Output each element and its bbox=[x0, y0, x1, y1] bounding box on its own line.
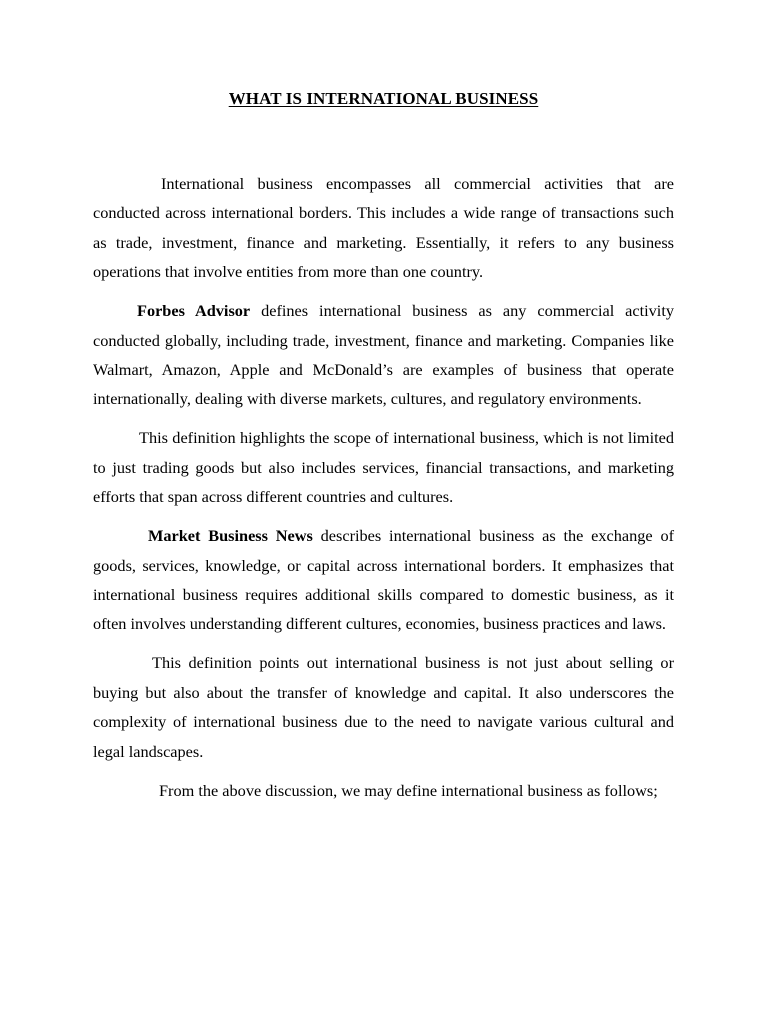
paragraph-market-business-news-text: describes international business as the exchange of goods, services, knowledge, or capital across international borders. It emphasizes that international business requires additional skills compared to domestic business, as it often involves understanding different cultures, economies, business practices and laws. bbox=[93, 526, 675, 634]
source-name-forbes-advisor: Forbes Advisor bbox=[137, 301, 251, 321]
paragraph-mbn-commentary: This definition points out international business is not just about selling or buying but also about the transfer of knowledge and capital. It also underscores the complexity of international business due to the need to navigate various cultural and legal landscapes. bbox=[93, 653, 674, 761]
paragraph-forbes-advisor-text: defines international business as any commercial activity conducted globally, including trade, investment, finance and marketing. Companies like Walmart, Amazon, Apple and McDonald’s are examples of business that operate internationally, dealing with diverse markets, cultures, and regulatory environments. bbox=[93, 301, 674, 409]
paragraph-intro: International business encompasses all commercial activities that are conducted across international borders. This includes a wide range of transactions such as trade, investment, finance and marketing. Essentially, it refers to any business operations that involve entities from more than one country. bbox=[93, 174, 674, 282]
document-body bbox=[93, 169, 674, 815]
document-title: WHAT IS INTERNATIONAL BUSINESS bbox=[228, 89, 539, 108]
paragraph-market-business-news bbox=[93, 521, 674, 639]
paragraph-conclusion: From the above discussion, we may define international business as follows; bbox=[159, 780, 658, 800]
source-name-market-business-news: Market Business News bbox=[148, 526, 313, 546]
paragraph-forbes-advisor bbox=[93, 296, 674, 414]
document-page bbox=[93, 0, 674, 1024]
paragraph-forbes-commentary: This definition highlights the scope of international business, which is not limited to just trading goods but also includes services, financial transactions, and marketing efforts that span across different countries and cultures. bbox=[93, 428, 674, 507]
